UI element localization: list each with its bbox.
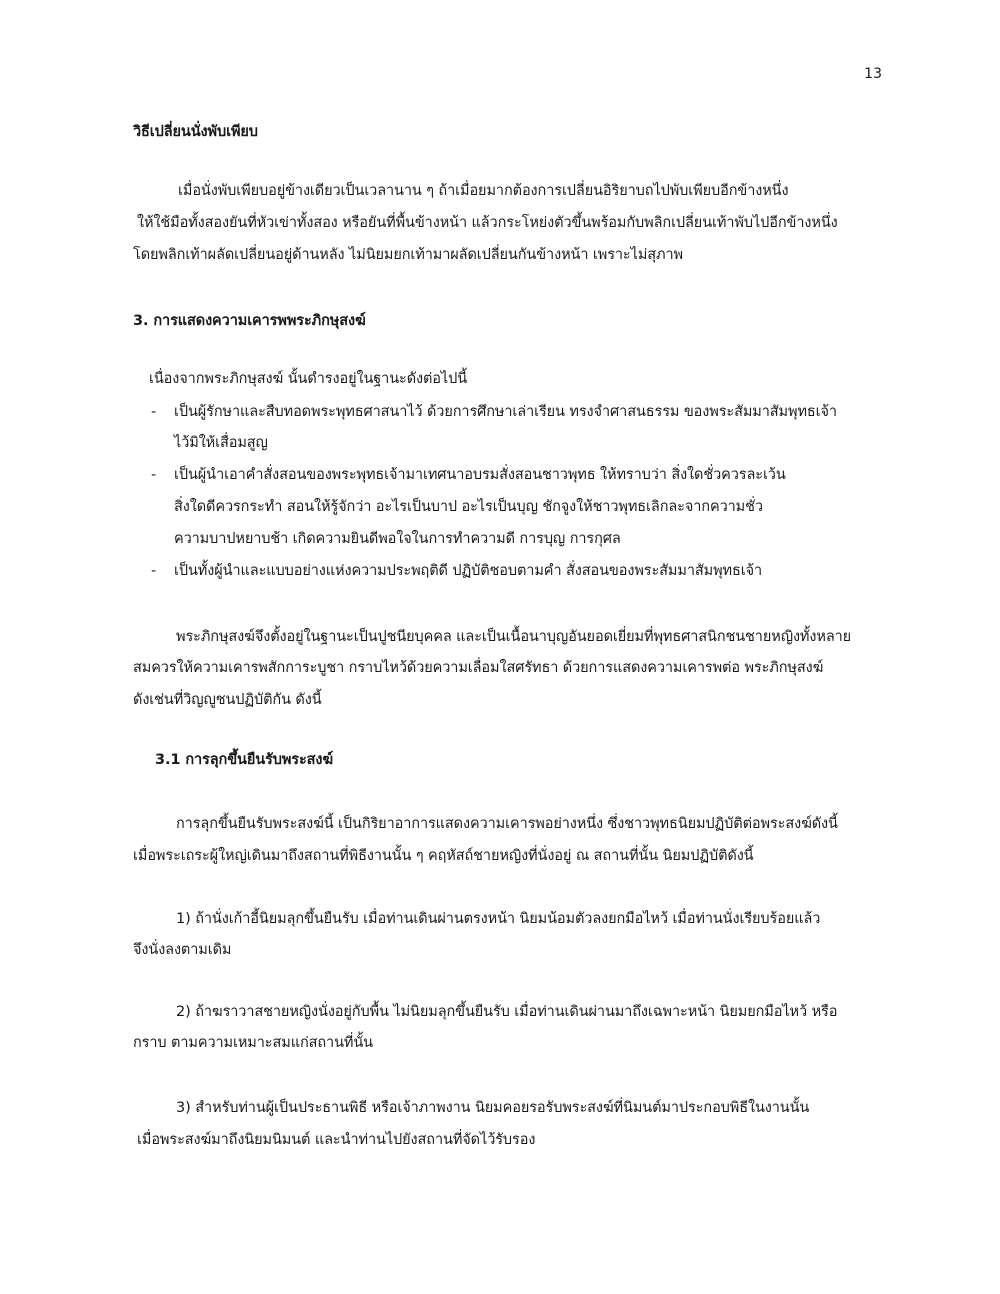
page-number: 13 xyxy=(864,66,882,82)
bullet-line: สิ่งใดดีควรกระทำ สอนให้รู้จักว่า อะไรเป็นบาป อะไรเป็นบุญ ชักจูงให้ชาวพุทธเลิกละจากความชั่ว xyxy=(174,499,763,515)
paragraph-monk-line: พระภิกษุสงฆ์จึงตั้งอยู่ในฐานะเป็นปูชนียบุคคล และเป็นเนื้อนาบุญอันยอดเยี่ยมที่พุทธศาสนิกชนชายหญิงทั้งหลาย xyxy=(176,629,852,645)
bullet-line: เป็นผู้รักษาและสืบทอดพระพุทธศาสนาไว้ ด้วยการศึกษาเล่าเรียน ทรงจำศาสนธรรม ของพระสัมมาสัมพุทธเจ้า xyxy=(174,404,837,420)
numbered-item-3-line: 3) สำหรับท่านผู้เป็นประธานพิธี หรือเจ้าภาพงาน นิยมคอยรอรับพระสงฆ์ที่นิมนต์มาประกอบพิธีในงานนั้น xyxy=(176,1100,810,1116)
bullet-marker: - xyxy=(151,404,157,420)
paragraph-stand-line: เมื่อพระเถระผู้ใหญ่เดินมาถึงสถานที่พิธีงานนั้น ๆ คฤหัสถ์ชายหญิงที่นั่งอยู่ ณ สถานที่นั้น นิยมปฏิบัติดังนี้ xyxy=(133,848,754,864)
numbered-item-3-line: เมื่อพระสงฆ์มาถึงนิยมนิมนต์ และนำท่านไปยังสถานที่จัดไว้รับรอง xyxy=(137,1132,536,1148)
numbered-item-2-line: 2) ถ้าฆราวาสชายหญิงนั่งอยู่กับพื้น ไม่นิยมลุกขึ้นยืนรับ เมื่อท่านเดินผ่านมาถึงเฉพาะหน้า นิยมยกมือไหว้ หรือ xyxy=(176,1004,838,1020)
paragraph-sitting-line: เมื่อนั่งพับเพียบอยู่ข้างเดียวเป็นเวลานาน ๆ ถ้าเมื่อยมากต้องการเปลี่ยนอิริยาบถไปพับเพียบอีกข้างหนึ่ง xyxy=(178,183,789,199)
numbered-item-2-line: กราบ ตามความเหมาะสมแก่สถานที่นั้น xyxy=(133,1035,373,1051)
paragraph-monk-line: สมควรให้ความเคารพสักการะบูชา กราบไหว้ด้วยความเลื่อมใสศรัทธา ด้วยการแสดงความเคารพต่อ พระภิกษุสงฆ์ xyxy=(133,660,824,676)
numbered-item-1-line: จึงนั่งลงตามเดิม xyxy=(133,942,232,958)
heading-sitting-change: วิธีเปลี่ยนนั่งพับเพียบ xyxy=(133,124,258,140)
section-3-intro: เนื่องจากพระภิกษุสงฆ์ นั้นดำรงอยู่ในฐานะดังต่อไปนี้ xyxy=(149,371,468,387)
paragraph-sitting-line: โดยพลิกเท้าผลัดเปลี่ยนอยู่ด้านหลัง ไม่นิยมยกเท้ามาผลัดเปลี่ยนกันข้างหน้า เพราะไม่สุภาพ xyxy=(133,247,683,263)
bullet-line: ความบาปหยาบช้า เกิดความยินดีพอใจในการทำความดี การบุญ การกุศล xyxy=(174,531,621,547)
bullet-marker: - xyxy=(151,563,157,579)
bullet-marker: - xyxy=(151,467,157,483)
heading-section-3-1: 3.1 การลุกขึ้นยืนรับพระสงฆ์ xyxy=(155,752,334,768)
bullet-line: เป็นผู้นำเอาคำสั่งสอนของพระพุทธเจ้ามาเทศนาอบรมสั่งสอนชาวพุทธ ให้ทราบว่า สิ่งใดชั่วควรละเว้น xyxy=(174,467,786,483)
heading-section-3: 3. การแสดงความเคารพพระภิกษุสงฆ์ xyxy=(133,313,366,329)
paragraph-sitting-line: ให้ใช้มือทั้งสองยันที่หัวเข่าทั้งสอง หรือยันที่พื้นข้างหน้า แล้วกระโหย่งตัวขึ้นพร้อมกับพลิกเปลี่ยนเท้าพับไปอีกข้างหนึ่ง xyxy=(137,215,838,231)
paragraph-stand-line: การลุกขึ้นยืนรับพระสงฆ์นี้ เป็นกิริยาอาการแสดงความเคารพอย่างหนึ่ง ซึ่งชาวพุทธนิยมปฏิบัติต่อพระสงฆ์ดังนี้ xyxy=(176,816,838,832)
paragraph-monk-line: ดังเช่นที่วิญญูชนปฏิบัติกัน ดังนี้ xyxy=(133,692,322,708)
bullet-line: เป็นทั้งผู้นำและแบบอย่างแห่งความประพฤติดี ปฏิบัติชอบตามคำ สั่งสอนของพระสัมมาสัมพุทธเจ้า xyxy=(174,563,763,579)
numbered-item-1-line: 1) ถ้านั่งเก้าอี้นิยมลุกขึ้นยืนรับ เมื่อท่านเดินผ่านตรงหน้า นิยมน้อมตัวลงยกมือไหว้ เมื่อท่านนั่งเรียบร้อยแล้ว xyxy=(176,911,821,927)
bullet-line: ไว้มิให้เสื่อมสูญ xyxy=(174,435,268,451)
